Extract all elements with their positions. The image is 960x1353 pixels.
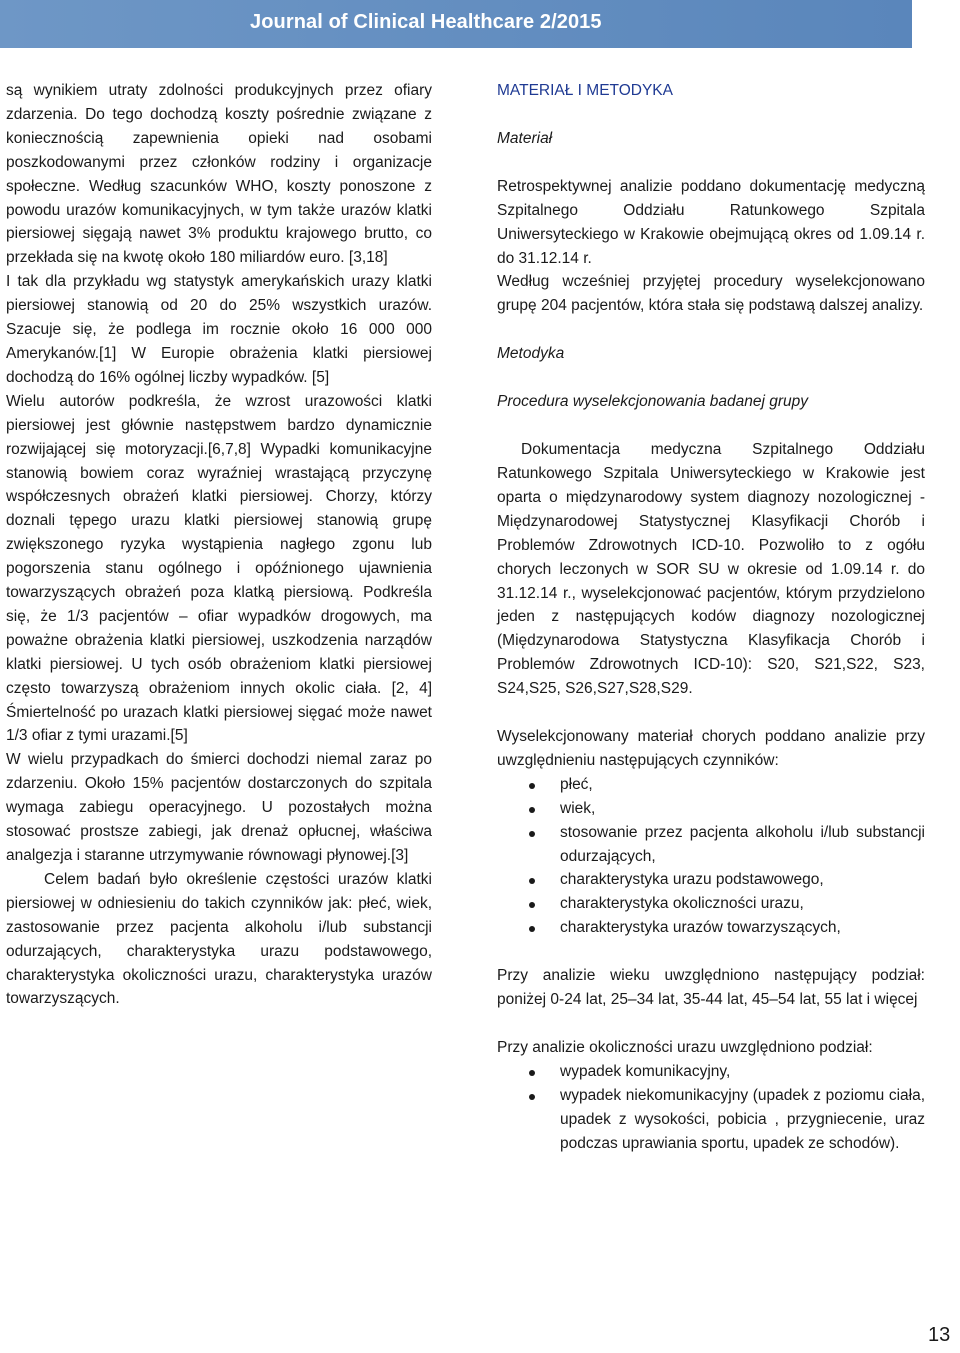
- section-heading: MATERIAŁ I METODYKA: [497, 82, 673, 99]
- factors-list: [497, 773, 925, 940]
- body-paragraph: Wielu autorów podkreśla, że wzrost urazowości klatki piersiowej jest głównie następstwem bardzo dynamicznie rozwijającej się motoryzacji.[6,7,8] Wypadki komunikacyjne stanowią bowiem coraz wyraźniej wrastającą przyczynę współczesnych obrażeń klatki piersiowej. Chorzy, którzy doznali tępego urazu klatki piersiowej stanowią grupę zwiększonego ryzyka wystąpienia nagłego zgonu lub pogorszenia stanu ogólnego i opóźnionego ujawnienia towarzyszących obrażeń poza klatką piersiową. Podkreśla się, że 1/3 pacjentów – ofiar wypadków drogowych, ma poważne obrażenia klatki piersiowej, uszkodzenia narządów klatki piersiowej. U tych osób obrażeniom klatki piersiowej często towarzyszą obrażeniom innych okolic ciała. [2, 4] Śmiertelność po urazach klatki piersiowej sięgać może nawet 1/3 ofiar z tymi urazami.[5]: [6, 392, 432, 745]
- body-paragraph: W wielu przypadkach do śmierci dochodzi niemal zaraz po zdarzeniu. Około 15% pacjentów dostarczonych do szpitala wymaga zabiegu operacyjnego. U pozostałych można stosować prostsze zabiegi, jak drenaż opłucnej, właściwa analgezja i staranne utrzymywanie równowagi płynowej.[3]: [6, 751, 432, 864]
- body-paragraph: Dokumentacja medyczna Szpitalnego Oddziału Ratunkowego Szpitala Uniwersyteckiego w Krakowie jest oparta o międzynarodowy system diagnozy nozologicznej - Międzynarodowej Statystycznej Klasyfikacji Chorób i Problemów Zdrowotnych ICD-10. Pozwoliło to z ogółu chorych leczonych w SOR SU w okresie od 1.09.14 r. do 31.12.14 r., wyselekcjonować pacjentów, którym przydzielono jeden z następujących kodów diagnozy nozologicznej (Międzynarodowa Statystyczna Klasyfikacja Chorób i Problemów Zdrowotnych ICD-10): S20, S21,S22, S23, S24,S25, S26,S27,S28,S29.: [497, 441, 925, 698]
- list-item: [497, 868, 925, 892]
- bullet-icon: [529, 831, 535, 837]
- list-item-text: wiek,: [560, 799, 596, 817]
- list-item-text: płeć,: [560, 775, 593, 793]
- right-column: [497, 79, 925, 1180]
- list-item-text: charakterystyka okoliczności urazu,: [560, 895, 804, 913]
- body-paragraph: Wyselekcjonowany materiał chorych poddano analizie przy uwzględnieniu następujących czynników:: [497, 728, 925, 769]
- bullet-icon: [529, 878, 535, 884]
- subheading-method: Metodyka: [497, 345, 565, 363]
- circumstances-list: [497, 1060, 925, 1156]
- body-paragraph: są wynikiem utraty zdolności produkcyjnych przez ofiary zdarzenia. Do tego dochodzą koszty pośrednie związane z koniecznością zapewnienia opieki nad osobami poszkodowanymi przez członków rodziny i organizacje społeczne. Według szacunków WHO, koszty ponoszone z powodu urazów komunikacyjnych, w tym także urazów klatki piersiowej sięgają nawet 3% produktu krajowego brutto, co przekłada się na kwotę około 180 miliardów euro. [3,18]: [6, 82, 432, 267]
- bullet-icon: [529, 902, 535, 908]
- list-item-text: wypadek komunikacyjny,: [560, 1062, 731, 1080]
- journal-header-bar: [0, 0, 912, 48]
- body-paragraph: Przy analizie okoliczności urazu uwzględniono podział:: [497, 1039, 873, 1056]
- subheading-material: Materiał: [497, 129, 553, 147]
- bullet-icon: [529, 926, 535, 932]
- list-item: [497, 1084, 925, 1156]
- journal-title: Journal of Clinical Healthcare 2/2015: [250, 11, 602, 33]
- bullet-icon: [529, 783, 535, 789]
- bullet-icon: [529, 1094, 535, 1100]
- list-item-text: stosowanie przez pacjenta alkoholu i/lub substancji odurzających,: [560, 823, 925, 865]
- list-item: [497, 797, 925, 821]
- body-paragraph: Celem badań było określenie częstości urazów klatki piersiowej w odniesieniu do takich czynników jak: płeć, wiek, zastosowanie przez pacjenta alkoholu i/lub substancji odurzających, charakterystyka urazu podstawowego, charakterystyka okoliczności urazu, charakterystyka urazów towarzyszących.: [6, 870, 432, 1008]
- body-paragraph: Retrospektywnej analizie poddano dokumentację medyczną Szpitalnego Oddziału Ratunkowego Szpitala Uniwersyteckiego w Krakowie obejmującą okres od 1.09.14 r. do 31.12.14 r.: [497, 177, 925, 267]
- bullet-icon: [529, 1070, 535, 1076]
- list-item: [497, 916, 925, 940]
- subheading-procedure: Procedura wyselekcjonowania badanej grupy: [497, 393, 809, 411]
- list-item: [497, 892, 925, 916]
- list-item-text: charakterystyka urazów towarzyszących,: [560, 919, 841, 937]
- body-paragraph: Według wcześniej przyjętej procedury wyselekcjonowano grupę 204 pacjentów, która stała się podstawą dalszej analizy.: [497, 273, 925, 315]
- list-item: [497, 773, 925, 797]
- list-item: [497, 1060, 925, 1084]
- list-item-text: wypadek niekomunikacyjny (upadek z poziomu ciała, upadek z wysokości, pobicia , przygniecenie, uraz podczas uprawiania sportu, upadek ze schodów).: [560, 1086, 925, 1152]
- body-paragraph: I tak dla przykładu wg statystyk amerykańskich urazy klatki piersiowej stanowią od 20 do 25% wszystkich urazów. Szacuje się, że podlega im rocznie około 16 000 000 Amerykanów.[1] W Europie obrażenia klatki piersiowej dochodzą do 16% ogólnej liczby wypadków. [5]: [6, 273, 432, 386]
- page-number: 13: [928, 1324, 951, 1346]
- bullet-icon: [529, 807, 535, 813]
- list-item: [497, 821, 925, 869]
- left-column: [6, 79, 432, 1011]
- list-item-text: charakterystyka urazu podstawowego,: [560, 871, 824, 889]
- body-paragraph: Przy analizie wieku uwzględniono następujący podział: poniżej 0-24 lat, 25–34 lat, 35-44 lat, 45–54 lat, 55 lat i więcej: [497, 967, 925, 1009]
